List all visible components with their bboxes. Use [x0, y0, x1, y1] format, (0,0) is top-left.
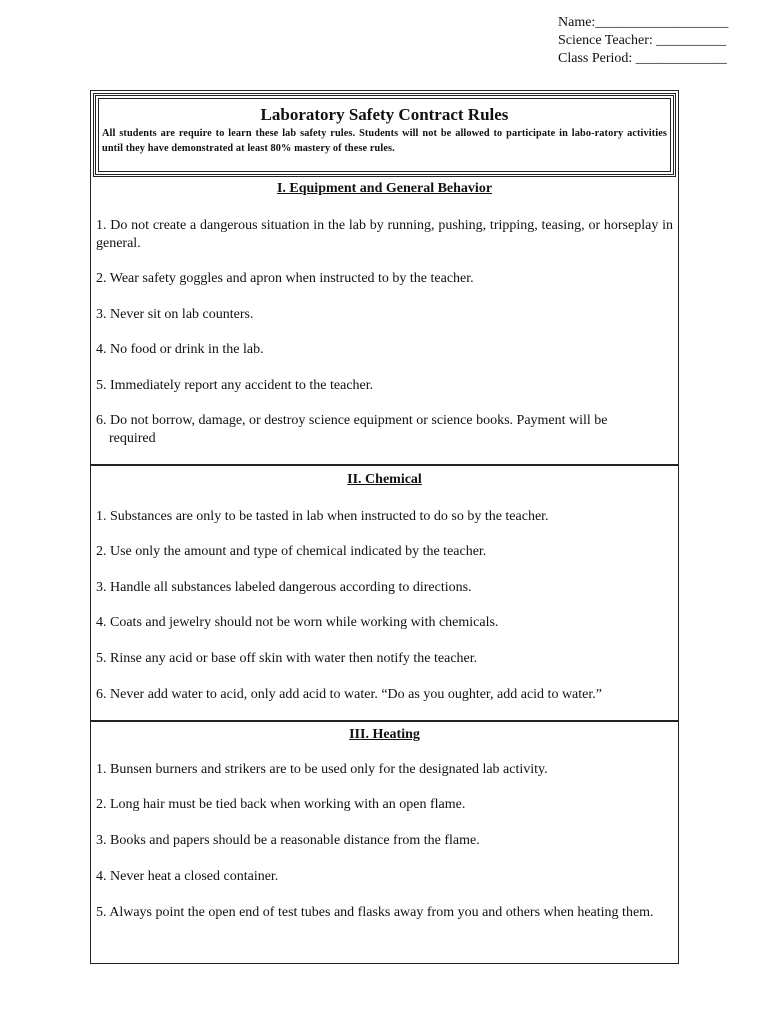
section-divider [91, 720, 678, 722]
rule-item: 4. No food or drink in the lab. [96, 342, 264, 357]
rule-item: 1. Substances are only to be tasted in lab when instructed to do so by the teacher. [96, 509, 549, 524]
class-period-field[interactable]: Class Period: _____________ [558, 51, 727, 66]
student-info-fields [558, 14, 728, 68]
rule-item: 3. Never sit on lab counters. [96, 307, 254, 322]
safety-contract [90, 90, 679, 964]
rule-item: 3. Books and papers should be a reasonable distance from the flame. [96, 833, 480, 848]
rule-item: 6. Do not borrow, damage, or destroy science equipment or science books. Payment will be required [96, 413, 608, 446]
rule-item: 5. Rinse any acid or base off skin with water then notify the teacher. [96, 651, 478, 666]
section-heading-heating: III. Heating [349, 727, 420, 742]
contract-title: Laboratory Safety Contract Rules [260, 105, 509, 124]
name-field[interactable]: Name:___________________ [558, 15, 729, 30]
contract-intro: All students are require to learn these lab safety rules. Students will not be allowed to participate in labo-ratory activities until they have demonstrated at least 80% mastery of these rules. [102, 128, 667, 154]
rule-item: 2. Wear safety goggles and apron when instructed to by the teacher. [96, 271, 474, 286]
title-box [93, 93, 676, 177]
rule-item: 5. Always point the open end of test tubes and flasks away from you and others when heating them. [96, 905, 654, 920]
section-divider [91, 464, 678, 466]
rule-item: 4. Never heat a closed container. [96, 869, 279, 884]
section-heading-equipment: I. Equipment and General Behavior [276, 181, 493, 196]
rule-item: 1. Bunsen burners and strikers are to be used only for the designated lab activity. [96, 762, 548, 777]
rule-item: 1. Do not create a dangerous situation in the lab by running, pushing, tripping, teasing, or horseplay in general. [96, 218, 673, 251]
rule-item: 4. Coats and jewelry should not be worn while working with chemicals. [96, 615, 499, 630]
science-teacher-field[interactable]: Science Teacher: __________ [558, 33, 727, 48]
rule-item: 3. Handle all substances labeled dangerous according to directions. [96, 580, 472, 595]
section-heading-chemical: II. Chemical [347, 472, 422, 487]
rule-item: 2. Long hair must be tied back when working with an open flame. [96, 797, 466, 812]
rule-item: 5. Immediately report any accident to the teacher. [96, 378, 374, 393]
rule-item: 2. Use only the amount and type of chemical indicated by the teacher. [96, 544, 487, 559]
rule-item: 6. Never add water to acid, only add acid to water. “Do as you oughter, add acid to water.” [96, 687, 602, 702]
